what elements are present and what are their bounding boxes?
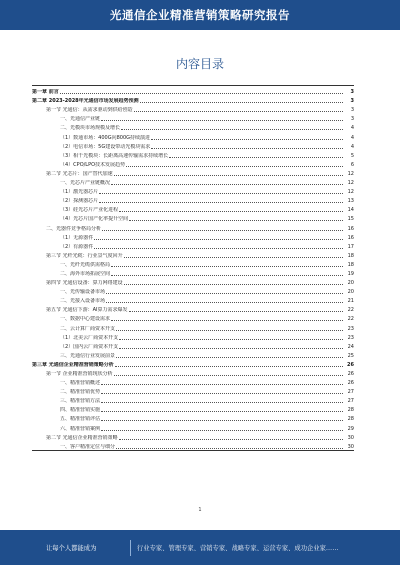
toc-entry-page: 13 [347,198,354,205]
toc-entry-label: （2）国内云厂商资本开支 [60,343,119,350]
report-header [0,0,400,30]
toc-leader-dots [140,101,343,103]
toc-entry-page: 3 [350,116,354,123]
toc-leader-dots [101,419,343,421]
toc-entry-label: 二、光器件竞争格局分析 [46,225,102,232]
toc-entry-page: 30 [347,434,354,441]
toc-leader-dots [94,238,343,240]
toc-entry-label: 四、精准营销实施 [60,407,101,414]
toc-entry-label: 二、光接入设备市场 [60,298,106,305]
toc-entry[interactable] [32,113,354,122]
toc-leader-dots [99,201,343,203]
toc-leader-dots [115,365,343,367]
toc-leader-dots [102,229,343,231]
toc-leader-dots [116,329,343,331]
toc-entry-page: 4 [350,134,354,141]
footer-tagline: 行业专家、管理专家、营销专家、战略专家、运营专家、成功企业家…… [137,545,339,552]
toc-entry-page: 23 [347,334,354,341]
toc-entry[interactable] [32,322,354,331]
toc-entry[interactable] [32,213,354,222]
toc-entry-page: 16 [347,234,354,241]
toc-entry-page: 23 [347,325,354,332]
toc-entry-label: 第一章 前言 [32,89,59,96]
toc-entry[interactable] [32,95,354,104]
toc-entry-label: 五、精准营销评估 [60,416,101,423]
toc-entry-page: 27 [347,398,354,405]
toc-leader-dots [119,210,343,212]
toc-entry[interactable] [32,104,354,113]
toc-entry-page: 18 [347,252,354,259]
toc-entry-page: 24 [347,343,354,350]
toc-leader-dots [119,438,343,440]
toc-entry[interactable] [32,432,354,441]
toc-entry[interactable] [32,332,354,341]
toc-leader-dots [94,247,343,249]
toc-entry[interactable] [32,368,354,377]
toc-leader-dots [101,429,343,431]
toc-entry-label: （2）探测器芯片 [60,198,99,205]
toc-entry[interactable] [32,341,354,350]
toc-heading: 内容目录 [175,57,224,71]
toc-entry[interactable] [32,377,354,386]
page-number: 1 [198,507,202,513]
toc-entry-page: 22 [347,316,354,323]
toc-entry-page: 4 [350,125,354,132]
toc-entry-label: （3）硅光芯片产业化进程 [60,207,119,214]
toc-leader-dots [116,356,343,358]
toc-entry-label: 一、光传输设备市场 [60,289,106,296]
toc-entry[interactable] [32,350,354,359]
toc-entry-page: 14 [347,207,354,214]
toc-entry-page: 29 [347,425,354,432]
toc-entry[interactable] [32,313,354,322]
toc-entry-page: 5 [350,152,354,159]
toc-entry-page: 12 [347,180,354,187]
toc-entry[interactable] [32,259,354,268]
toc-leader-dots [99,192,343,194]
toc-entry-page: 3 [350,98,354,105]
toc-leader-dots [101,392,343,394]
toc-leader-dots [129,219,343,221]
toc-entry-label: 第三章 光通信企业精准营销策略分析 [32,361,114,368]
toc-entry-page: 27 [347,389,354,396]
toc-entry[interactable] [32,277,354,286]
toc-entry-label: 一、光芯片产业链概况 [60,180,111,187]
toc-entry[interactable] [32,168,354,177]
toc-entry[interactable] [32,222,354,231]
toc-entry-page: 17 [347,243,354,250]
toc-leader-dots [151,147,343,149]
toc-entry-label: 一、数据中心建设需求 [60,316,111,323]
toc-entry-label: （3）相干光模块：长距离高速传输需求持续增长 [60,152,169,159]
toc-entry-label: 二、海外市场拓展空间 [60,270,111,277]
toc-entry-page: 3 [350,89,354,96]
toc-entry[interactable] [32,186,354,195]
toc-leader-dots [60,92,343,94]
toc-entry-label: （2）有源器件 [60,243,94,250]
toc-entry-page: 30 [347,443,354,450]
toc-entry[interactable] [32,359,354,368]
toc-leader-dots [106,301,343,303]
toc-entry[interactable] [32,122,354,131]
toc-entry-page: 28 [347,407,354,414]
toc-entry-label: （1）激光器芯片 [60,189,99,196]
toc-entry-label: （1）无源器件 [60,234,94,241]
toc-leader-dots [134,110,343,112]
toc-entry[interactable] [32,422,354,431]
toc-entry-page: 26 [347,371,354,377]
footer-divider [130,540,131,556]
toc-entry[interactable] [32,268,354,277]
toc-entry-label: 第二节 光芯片：国产替代加速 [46,170,113,177]
toc-leader-dots [119,338,343,340]
toc-entry[interactable] [32,241,354,250]
toc-entry-label: 二、光模块市场规模及增长 [60,125,121,132]
toc-entry[interactable] [32,413,354,422]
toc-entry-label: 三、精准营销方法 [60,398,101,405]
toc-entry-label: 第一节 光通信：从需求驱动到供给创造 [46,107,133,114]
toc-leader-dots [106,292,343,294]
toc-leader-dots [126,165,343,167]
toc-leader-dots [111,183,343,185]
toc-entry-label: 第二节 光通信企业精准营销策略 [46,434,118,441]
toc-entry-label: 二、云计算厂商资本开支 [60,325,116,332]
report-footer [0,530,400,565]
toc-leader-dots [111,274,343,276]
toc-leader-dots [114,374,343,376]
toc-entry-page: 6 [350,161,354,168]
toc-leader-dots [124,256,343,258]
toc-entry-label: 第二章 2023-2028年光通信市场发展趋势预测 [32,98,139,105]
toc-entry-page: 25 [347,352,354,359]
toc-entry-label: （1）数通市场：400G向800G持续演进 [60,134,151,141]
toc-entry[interactable] [32,386,354,395]
toc-entry-page: 28 [347,416,354,423]
toc-entry-page: 3 [350,107,354,114]
toc-entry[interactable] [32,295,354,304]
toc-entry[interactable] [32,159,354,168]
toc-entry-page: 21 [347,298,354,305]
toc-leader-dots [119,347,343,349]
toc-entry-page: 26 [347,380,354,387]
toc-entry-label: 六、精准营销案例 [60,425,101,432]
toc-entry-page: 26 [347,361,354,368]
toc-entry-label: 一、精准营销概述 [60,380,101,387]
toc-leader-dots [121,128,343,130]
toc-entry-label: 二、精准营销优势 [60,389,101,396]
toc-leader-dots [169,156,343,158]
toc-entry-page: 19 [347,270,354,277]
toc-entry[interactable] [32,250,354,259]
toc-leader-dots [101,119,343,121]
toc-leader-dots [151,138,343,140]
toc-entry[interactable] [32,232,354,241]
toc-entry[interactable] [32,395,354,404]
toc-entry-label: 一、客户精准定位与细分 [60,443,116,450]
toc-entry-label: 第五节 光通信下游：AI算力需求爆发 [46,307,128,314]
toc-leader-dots [111,319,343,321]
toc-entry-page: 20 [347,289,354,296]
toc-entry-page: 22 [347,307,354,314]
toc-leader-dots [111,265,343,267]
toc-entry-label: 第四节 光通信设备：算力网络建设 [46,280,123,287]
toc-entry-label: （4）光芯片国产化率提升空间 [60,216,129,223]
toc-entry[interactable] [32,195,354,204]
toc-entry[interactable] [32,86,354,95]
toc-entry-label: （4）CPO/LPO技术发展趋势 [60,161,126,168]
toc-entry-page: 12 [347,170,354,177]
toc-entry-label: 一、光纤光缆供需格局 [60,261,111,268]
toc-entry-label: 三、光通信行业发展前景 [60,352,116,359]
toc-leader-dots [114,174,343,176]
toc-entry-label: 第一节 企业精准营销现状分析 [46,371,113,377]
toc-entry[interactable] [32,141,354,150]
toc-entry-page: 20 [347,280,354,287]
toc-entry-label: （1）北美云厂商资本开支 [60,334,119,341]
footer-slogan: 让每个人都能成为 [46,545,97,552]
toc-leader-dots [101,410,343,412]
toc-leader-dots [116,447,343,449]
toc-entry[interactable] [32,150,354,159]
report-title: 光通信企业精准营销策略研究报告 [110,8,290,22]
toc-entry-label: 一、光通信产业链 [60,116,101,123]
toc-entry[interactable] [32,404,354,413]
toc-entry[interactable] [32,204,354,213]
toc-entry[interactable] [32,131,354,140]
toc-entry[interactable] [32,177,354,186]
toc-leader-dots [101,401,343,403]
table-of-contents [32,85,354,451]
toc-entry-page: 15 [347,216,354,223]
toc-entry-label: 第三节 光纤光缆：行业景气度回升 [46,252,123,259]
toc-entry-page: 12 [347,189,354,196]
toc-leader-dots [101,383,343,385]
toc-entry-page: 18 [347,261,354,268]
toc-entry-label: （2）电信市场：5G建设带动光模块需求 [60,143,151,150]
toc-entry[interactable] [32,286,354,295]
toc-leader-dots [124,283,343,285]
toc-entry-page: 16 [347,225,354,232]
toc-entry-page: 4 [350,143,354,150]
toc-entry[interactable] [32,441,354,450]
toc-entry[interactable] [32,304,354,313]
toc-leader-dots [129,310,344,312]
